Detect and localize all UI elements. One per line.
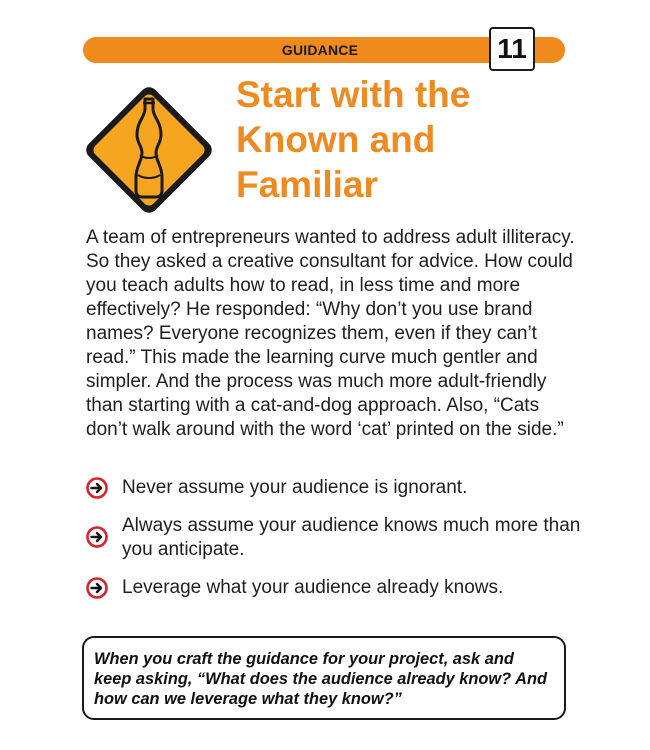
title-line-2: Known and (236, 119, 436, 160)
bullet-text: Leverage what your audience already knows. (122, 577, 504, 598)
arrow-circle-icon (86, 577, 108, 599)
title-line-1: Start with the (236, 74, 471, 115)
card-number-badge: 11 (489, 27, 535, 71)
arrow-circle-icon (86, 526, 108, 548)
callout-text: When you craft the guidance for your project, ask and keep asking, “What does the audience already know? And how can we leverage what they know?” (94, 650, 547, 708)
arrow-circle-icon (86, 477, 108, 499)
bullet-text: Never assume your audience is ignorant. (122, 477, 468, 498)
list-item (86, 514, 586, 562)
page-title (236, 72, 556, 207)
bullet-text: Always assume your audience knows much more than you anticipate. (122, 515, 581, 560)
callout-box (82, 636, 566, 720)
bullet-list (86, 476, 586, 600)
list-item (86, 576, 586, 600)
body-paragraph: A team of entrepreneurs wanted to address adult illiteracy. So they asked a creative consultant for advice. How could you teach adults how to read, in less time and more effectively? He responded: “Why don’t you use brand names? Everyone recognizes them, even if they can’t read.” This made the learning curve much gentler and simpler. And the process was much more adult-friendly than starting with a cat-and-dog approach. Also, “Cats don’t walk around with the word ‘cat’ printed on the side.” (86, 227, 575, 440)
list-item (86, 476, 586, 500)
title-line-3: Familiar (236, 164, 378, 205)
section-label: GUIDANCE (281, 42, 359, 58)
bottle-warning-sign-icon (82, 83, 216, 217)
